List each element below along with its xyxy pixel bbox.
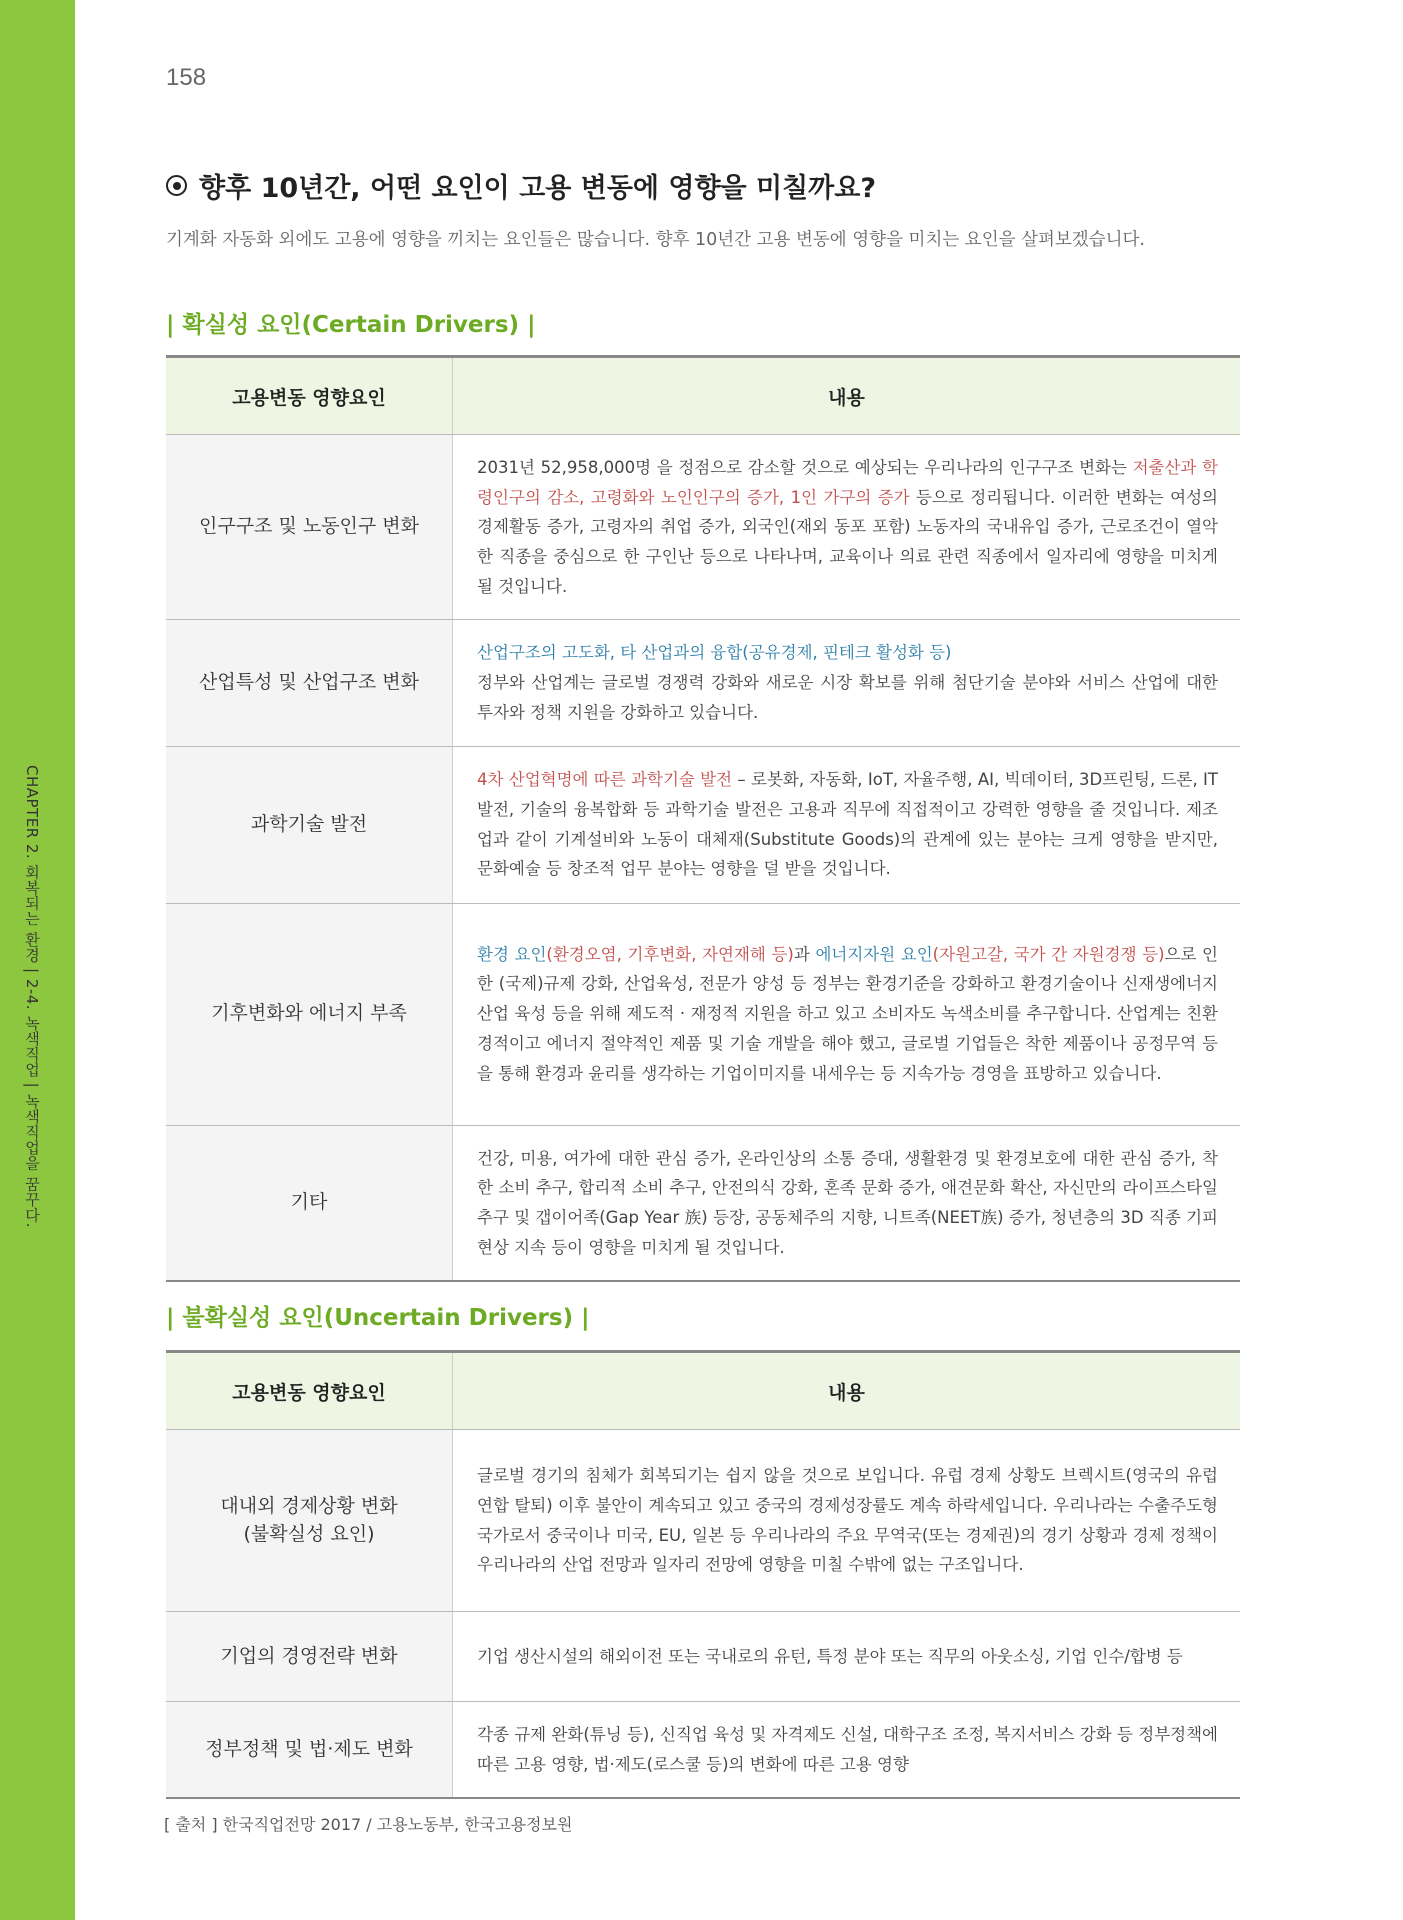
certain-drivers-title: | 확실성 요인(Certain Drivers) | (166, 312, 536, 338)
highlight-text: 저출산과 학령인구의 감소, 고령화와 노인인구의 증가, 1인 가구의 증가 (477, 458, 1218, 507)
highlight-text: 산업구조의 고도화, 타 산업과의 융합(공유경제, 핀테크 활성화 등) (477, 643, 952, 663)
content-cell: 각종 규제 완화(튜닝 등), 신직업 육성 및 자격제도 신설, 대학구조 조정, 복지서비스 강화 등 정부정책에 따른 고용 영향, 법·제도(로스쿨 등)의 변화에 따른 고용 영향 (453, 1702, 1241, 1799)
factor-cell: 대내외 경제상황 변화 (불확실성 요인) (166, 1430, 453, 1612)
factor-cell: 기후변화와 에너지 부족 (166, 903, 453, 1125)
table-row (166, 903, 1240, 1125)
table-row (166, 746, 1240, 903)
highlight-text: (자원고갈, 국가 간 자원경쟁 등) (932, 944, 1165, 964)
content-cell: 4차 산업혁명에 따른 과학기술 발전 – 로봇화, 자동화, IoT, 자율주행, AI, 빅데이터, 3D프린팅, 드론, IT 발전, 기술의 융복합화 등 과학기술 발전은 고용과 직무에 직접적이고 강력한 영향을 줄 것입니다. 제조업과 같이 기계설비와 노동이 대체재(Substitute Goods)의 관계에 있는 분야는 크게 영향을 받지만, 문화예술 등 창조적 업무 분야는 영향을 덜 받을 것입니다. (453, 746, 1241, 903)
section-heading (166, 166, 876, 205)
section-heading-text: 향후 10년간, 어떤 요인이 고용 변동에 영향을 미칠까요? (199, 173, 877, 204)
certain-drivers-table (166, 355, 1240, 1282)
content-cell: 환경 요인(환경오염, 기후변화, 자연재해 등)과 에너지자원 요인(자원고갈, 국가 간 자원경쟁 등)으로 인한 (국제)규제 강화, 산업육성, 전문가 양성 등 정부는 환경기준을 강화하고 환경기술이나 신재생에너지 산업 육성 등을 위해 제도적 · 재정적 지원을 하고 있고 소비자도 녹색소비를 추구합니다. 산업계는 친환경적이고 에너지 절약적인 제품 및 기술 개발을 해야 했고, 글로벌 기업들은 착한 제품이나 공정무역 등을 통해 환경과 윤리를 생각하는 기업이미지를 내세우는 등 지속가능 경영을 표방하고 있습니다. (453, 903, 1241, 1125)
source-citation: [ 출처 ] 한국직업전망 2017 / 고용노동부, 한국고용정보원 (164, 1815, 573, 1834)
chapter-side-bar (0, 0, 75, 1920)
table-row (166, 1702, 1240, 1799)
target-bullet-icon (166, 175, 187, 196)
highlight-text: 4차 산업혁명에 따른 과학기술 발전 (477, 770, 733, 790)
factor-cell: 기업의 경영전략 변화 (166, 1612, 453, 1702)
chapter-side-label: CHAPTER 2. 회복되는 환경 | 2-4. 녹색직업 | 녹색직업을 꿈꾸다. (23, 765, 41, 1228)
table-row (166, 1125, 1240, 1281)
highlight-text: 환경 요인 (477, 944, 547, 964)
table-row (166, 1612, 1240, 1702)
highlight-text: 에너지자원 요인 (815, 944, 933, 964)
table-row (166, 435, 1240, 620)
highlight-text: (환경오염, 기후변화, 자연재해 등) (546, 944, 794, 964)
table-header-row (166, 1352, 1240, 1430)
header-content: 내용 (453, 357, 1241, 435)
factor-cell: 정부정책 및 법·제도 변화 (166, 1702, 453, 1799)
factor-cell: 기타 (166, 1125, 453, 1281)
header-factor: 고용변동 영향요인 (166, 1352, 453, 1430)
page-number: 158 (166, 64, 207, 91)
content-cell: 글로벌 경기의 침체가 회복되기는 쉽지 않을 것으로 보입니다. 유럽 경제 상황도 브렉시트(영국의 유럽연합 탈퇴) 이후 불안이 계속되고 있고 중국의 경제성장률도 계속 하락세입니다. 우리나라는 수출주도형 국가로서 중국이나 미국, EU, 일본 등 우리나라의 주요 무역국(또는 경제권)의 경기 상황과 경제 정책이 우리나라의 산업 전망과 일자리 전망에 영향을 미칠 수밖에 없는 구조입니다. (453, 1430, 1241, 1612)
uncertain-drivers-table (166, 1350, 1240, 1799)
content-cell: 건강, 미용, 여가에 대한 관심 증가, 온라인상의 소통 증대, 생활환경 및 환경보호에 대한 관심 증가, 착한 소비 추구, 합리적 소비 추구, 안전의식 강화, 혼족 문화 증가, 애견문화 확산, 자신만의 라이프스타일 추구 및 갭이어족(Gap Year 族) 등장, 공동체주의 지향, 니트족(NEET族) 증가, 청년층의 3D 직종 기피 현상 지속 등이 영향을 미치게 될 것입니다. (453, 1125, 1241, 1281)
intro-text: 기계화 자동화 외에도 고용에 영향을 끼치는 요인들은 많습니다. 향후 10년간 고용 변동에 영향을 미치는 요인을 살펴보겠습니다. (166, 230, 1145, 250)
uncertain-drivers-title: | 불확실성 요인(Uncertain Drivers) | (166, 1305, 590, 1331)
factor-cell: 산업특성 및 산업구조 변화 (166, 620, 453, 746)
content-cell: 기업 생산시설의 해외이전 또는 국내로의 유턴, 특정 분야 또는 직무의 아웃소싱, 기업 인수/합병 등 (453, 1612, 1241, 1702)
header-factor: 고용변동 영향요인 (166, 357, 453, 435)
table-header-row (166, 357, 1240, 435)
table-row (166, 1430, 1240, 1612)
factor-cell: 인구구조 및 노동인구 변화 (166, 435, 453, 620)
factor-cell: 과학기술 발전 (166, 746, 453, 903)
content-cell: 2031년 52,958,000명 을 정점으로 감소할 것으로 예상되는 우리나라의 인구구조 변화는 저출산과 학령인구의 감소, 고령화와 노인인구의 증가, 1인 가구의 증가 등으로 정리됩니다. 이러한 변화는 여성의 경제활동 증가, 고령자의 취업 증가, 외국인(재외 동포 포함) 노동자의 국내유입 증가, 근로조건이 열악한 직종을 중심으로 한 구인난 등으로 나타나며, 교육이나 의료 관련 직종에서 일자리에 영향을 미치게 될 것입니다. (453, 435, 1241, 620)
header-content: 내용 (453, 1352, 1241, 1430)
table-row (166, 620, 1240, 746)
content-cell: 산업구조의 고도화, 타 산업과의 융합(공유경제, 핀테크 활성화 등) 정부와 산업계는 글로벌 경쟁력 강화와 새로운 시장 확보를 위해 첨단기술 분야와 서비스 산업에 대한 투자와 정책 지원을 강화하고 있습니다. (453, 620, 1241, 746)
